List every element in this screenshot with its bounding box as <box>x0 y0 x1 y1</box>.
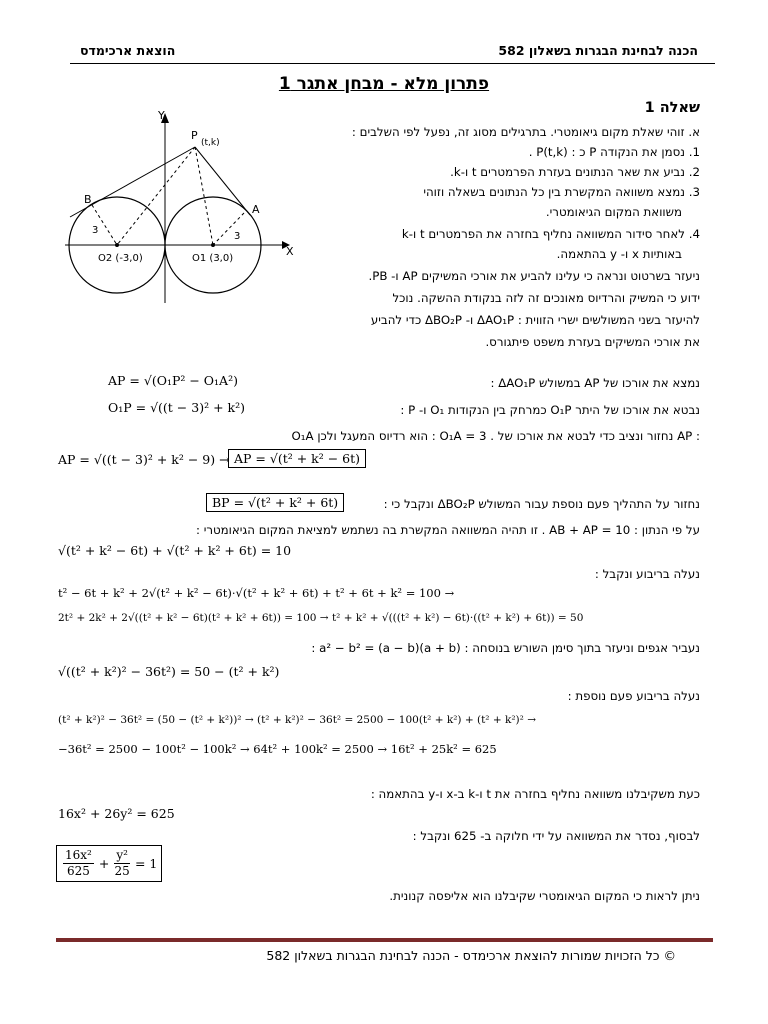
radius-right-label: 3 <box>234 231 241 242</box>
page-title: פתרון מלא - מבחן אתגר 1 <box>278 74 490 94</box>
p-coords: (t,k) <box>201 138 220 148</box>
plus-sign: + <box>98 856 110 871</box>
para-line-3: להיעזר בשני המשולשים ישרי הזווית : ΔAO₁P ו- ΔBO₂P כדי להביע <box>370 313 700 327</box>
boxed-ap-result: AP = √(t² + k² − 6t) <box>228 449 366 468</box>
b-label: B <box>84 193 92 206</box>
eq-o1p: O₁P = √((t − 3)² + k²) <box>108 400 245 415</box>
fraction-y <box>114 848 130 879</box>
work-text-13: נעלה בריבוע פעם נוספת : <box>567 689 700 703</box>
footer-copyright: © כל הזכויות שמורות להוצאת ארכימדס - הכנה לבחינת הבגרות בשאלון 582 <box>266 948 676 963</box>
fraction-x-num: 16x² <box>65 848 92 862</box>
geometry-diagram <box>60 105 310 305</box>
dashed-po2 <box>117 147 195 245</box>
eq-squared-1: t² − 6t + k² + 2√(t² + k² − 6t)·√(t² + k² + 6t) + t² + 6t + k² = 100 → <box>58 586 455 600</box>
header-divider <box>70 63 715 64</box>
eq-simplified: −36t² = 2500 − 100t² − 100k² → 64t² + 100k² = 2500 → 16t² + 25k² = 625 <box>58 742 497 756</box>
eq-ap-pythagoras: AP = √(O₁P² − O₁A²) <box>108 373 238 388</box>
boxed-ellipse-equation <box>56 845 162 882</box>
o1-label: O1 (3,0) <box>192 253 234 264</box>
step-2: 2. נביע את שאר הנתונים בעזרת הפרמטרים t ו-k. <box>450 165 700 179</box>
eq-squared-3: (t² + k²)² − 36t² = (50 − (t² + k²))² → (t² + k²)² − 36t² = 2500 − 100(t² + k²) + (t² + k²)² → <box>58 714 536 726</box>
tangent-pb <box>70 147 195 217</box>
work-text-8: נעלה בריבוע ונקבל : <box>594 567 700 581</box>
step-4-cont: באותיות x ו- y בהתאמה. <box>556 247 682 261</box>
step-3: 3. נמצא משוואה המקשרת בין כל הנתונים בשאלה וזוהי <box>423 185 700 199</box>
fraction-x <box>63 848 94 879</box>
para-line-1: ניעזר בשרטוט ונראה כי עלינו להביע את אורכי המשיקים AP ו- PB. <box>368 269 700 283</box>
work-text-5: נחזור על התהליך פעם נוספת עבור המשולש ΔBO₂P ונקבל כי : <box>383 497 700 511</box>
conclusion: ניתן לראות כי המקום הגיאומטרי שקיבלנו הוא אליפסה קנונית. <box>389 889 700 903</box>
x-label: X <box>286 245 294 258</box>
eq-xy: 16x² + 26y² = 625 <box>58 806 175 821</box>
dashed-po1 <box>195 147 213 245</box>
o2-label: O2 (-3,0) <box>98 253 143 264</box>
eq-sum-roots: √(t² + k² − 6t) + √(t² + k² + 6t) = 10 <box>58 543 292 558</box>
work-text-2: נבטא את אורכו של היתר O₁P כמרחק בין הנקודות O₁ ו- P : <box>400 403 700 417</box>
work-text-3: O₁A הוא רדיוס המעגל ולכן : O₁A = 3 . נחזור ונציב כדי לבטא את אורכו של AP : <box>291 429 700 443</box>
step-1: 1. נסמן את הנקודה P כ : P(t,k) . <box>528 145 700 159</box>
step-4: 4. לאחר סידור המשוואה נחליף בחזרה את הפרמטרים t ו-k <box>401 227 700 241</box>
tangent-pa <box>195 147 250 215</box>
equals-one: = 1 <box>134 856 158 871</box>
eq-difference-squares: √((t² + k²)² − 36t²) = 50 − (t² + k²) <box>58 664 280 679</box>
boxed-bp-result: BP = √(t² + k² + 6t) <box>206 493 344 512</box>
question-heading: שאלה 1 <box>644 100 700 116</box>
step-3-cont: משוואת המקום הגיאומטרי. <box>545 205 682 219</box>
point-o1 <box>211 243 215 247</box>
work-text-1: נמצא את אורכו של AP במשולש ΔAO₁P : <box>490 376 700 390</box>
intro-line: א. זוהי שאלת מקום גיאומטרי. בתרגילים מסוג זה, נפעל לפי השלבים : <box>351 125 700 139</box>
fraction-y-num: y² <box>116 848 128 862</box>
point-o2 <box>115 243 119 247</box>
work-text-11: נעביר אגפים וניעזר בתוך סימן השורש בנוסחה : (a + b)(a − b) = a² − b² : <box>311 641 700 655</box>
header-title: הכנה לבחינת הבגרות בשאלון 582 <box>498 43 698 58</box>
para-line-2: ידוע כי המשיק והרדיוס מאונכים זה לזה בנקודת ההשקה. נוכל <box>392 291 700 305</box>
work-text-18: לבסוף, נסדר את המשוואה על ידי חלוקה ב- 625 ונקבל : <box>412 829 700 843</box>
para-line-4: את אורכי המשיקים בעזרת משפט פיתגורס. <box>485 335 700 349</box>
eq-squared-2: 2t² + 2k² + 2√((t² + k² − 6t)(t² + k² + 6t)) = 100 → t² + k² + √(((t² + k²) − 6t)·((t² + k²) + 6t)) = 50 <box>58 612 584 624</box>
header-publisher: הוצאת ארכימדס <box>80 43 176 58</box>
eq-ap-sub: AP = √((t − 3)² + k² − 9) → <box>58 452 230 467</box>
work-text-6: על פי הנתון : AB + AP = 10 . זו תהיה המשוואה המקשרת בה נשתמש למציאת המקום הגיאומטרי : <box>196 523 700 537</box>
radius-left-label: 3 <box>92 225 99 236</box>
y-label: Y <box>158 109 165 122</box>
a-label: A <box>252 203 260 216</box>
footer-bar <box>56 938 713 942</box>
fraction-x-den: 625 <box>66 864 90 878</box>
p-label: P <box>191 129 198 142</box>
fraction-y-den: 25 <box>114 864 130 878</box>
work-text-16: כעת משקיבלנו משוואה נחליף בחזרה את t ו-k ב-x ו-y בהתאמה : <box>370 787 700 801</box>
